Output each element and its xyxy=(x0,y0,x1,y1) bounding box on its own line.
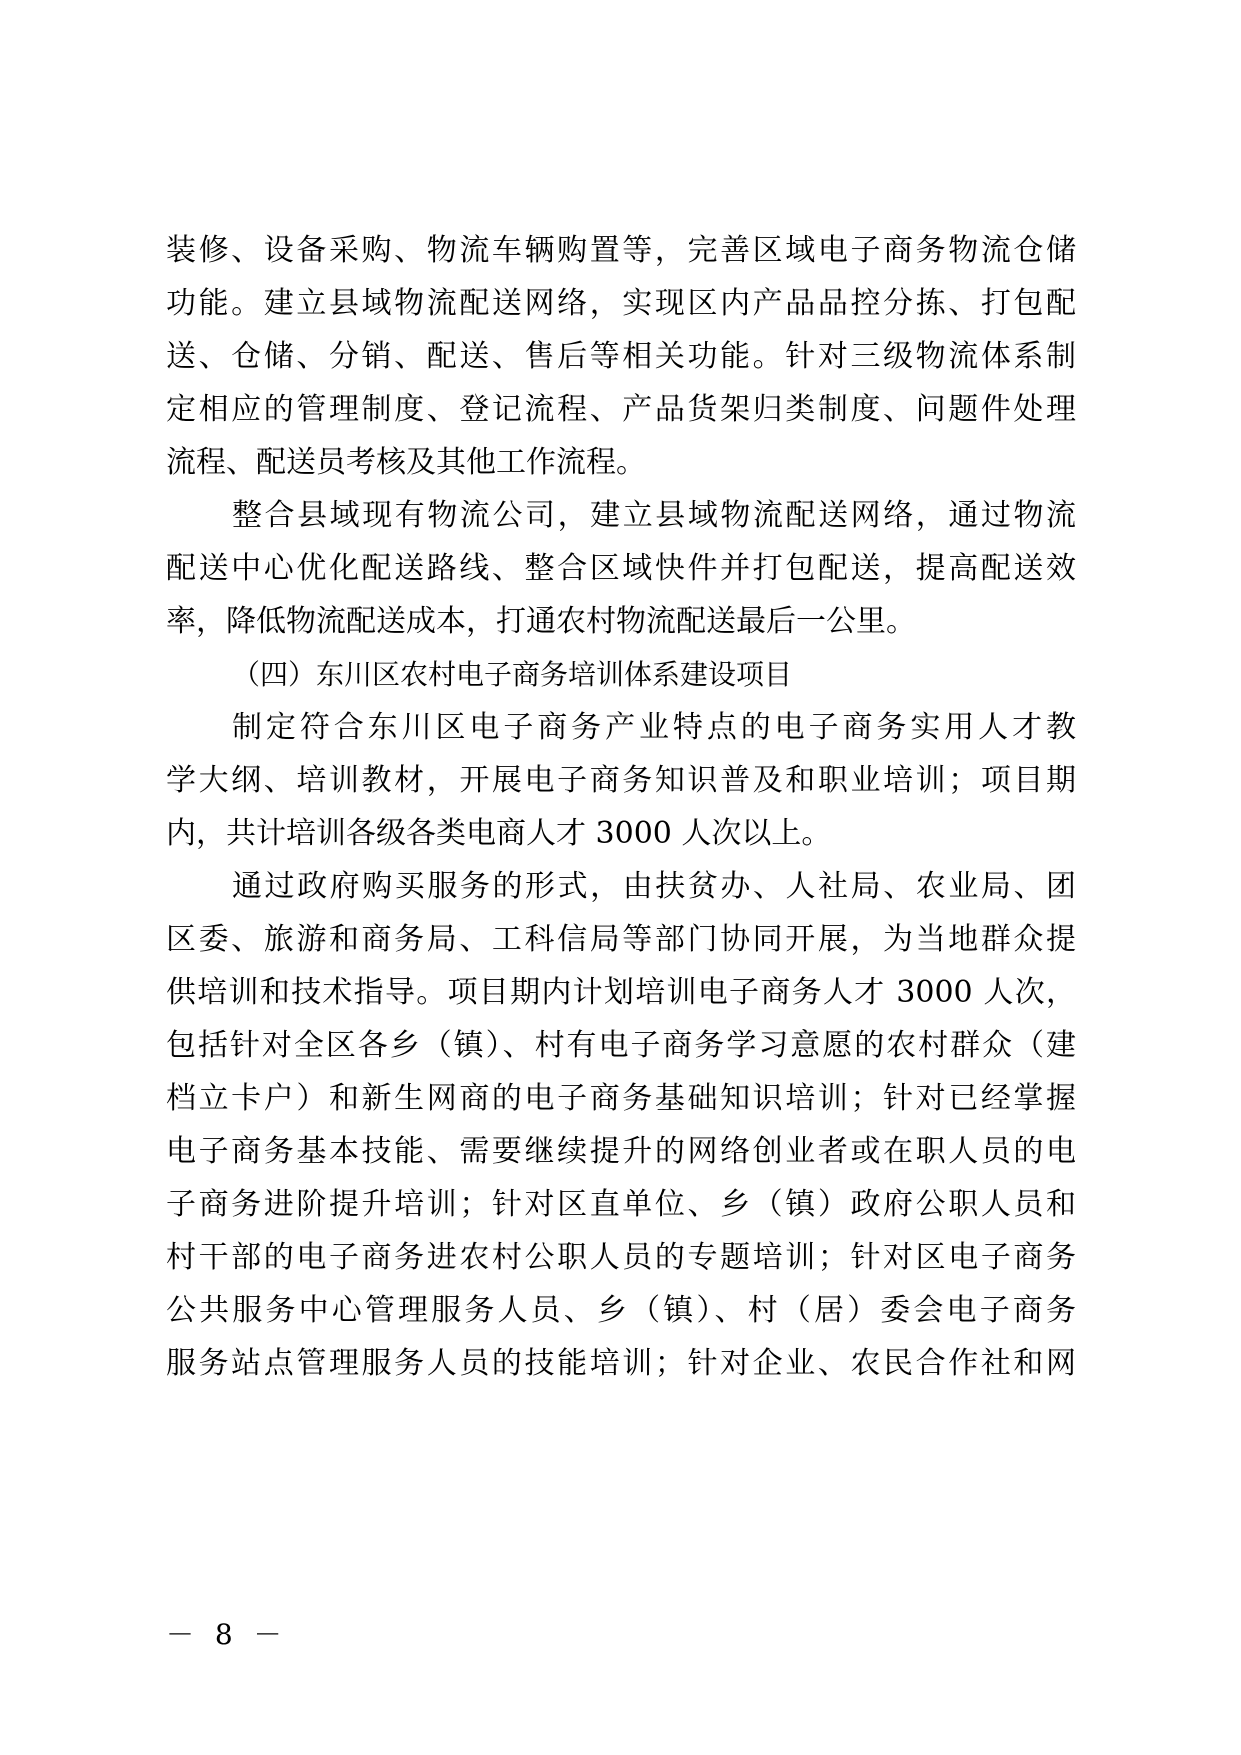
text-line: 供培训和技术指导。项目期内计划培训电子商务人才 3000 人次， xyxy=(166,975,1076,1010)
text-line: 村干部的电子商务进农村公职人员的专题培训；针对区电子商务 xyxy=(166,1240,1076,1275)
page-number: － 8 － xyxy=(166,1618,288,1651)
text-line: 服务站点管理服务人员的技能培训；针对企业、农民合作社和网 xyxy=(166,1346,1076,1381)
text-line: 流程、配送员考核及其他工作流程。 xyxy=(166,445,646,480)
text-line: 档立卡户）和新生网商的电子商务基础知识培训；针对已经掌握 xyxy=(166,1081,1076,1116)
text-line: 配送中心优化配送路线、整合区域快件并打包配送，提高配送效 xyxy=(166,551,1076,586)
section-heading: （四）东川区农村电子商务培训体系建设项目 xyxy=(232,658,793,691)
text-line: 通过政府购买服务的形式，由扶贫办、人社局、农业局、团 xyxy=(232,869,1076,904)
text-line: 区委、旅游和商务局、工科信局等部门协同开展，为当地群众提 xyxy=(166,922,1076,957)
text-line: 装修、设备采购、物流车辆购置等，完善区域电子商务物流仓储 xyxy=(166,233,1076,268)
text-line: 包括针对全区各乡（镇）、村有电子商务学习意愿的农村群众（建 xyxy=(166,1028,1076,1063)
text-line: 子商务进阶提升培训；针对区直单位、乡（镇）政府公职人员和 xyxy=(166,1187,1076,1222)
text-line: 内，共计培训各级各类电商人才 3000 人次以上。 xyxy=(166,816,832,851)
text-line: 率，降低物流配送成本，打通农村物流配送最后一公里。 xyxy=(166,604,916,639)
text-line: 定相应的管理制度、登记流程、产品货架归类制度、问题件处理 xyxy=(166,392,1076,427)
text-line: 公共服务中心管理服务人员、乡（镇）、村（居）委会电子商务 xyxy=(166,1293,1076,1328)
text-line: 功能。建立县域物流配送网络，实现区内产品品控分拣、打包配 xyxy=(166,286,1076,321)
text-line: 整合县域现有物流公司，建立县域物流配送网络，通过物流 xyxy=(232,498,1076,533)
text-line: 学大纲、培训教材，开展电子商务知识普及和职业培训；项目期 xyxy=(166,763,1076,798)
text-line: 电子商务基本技能、需要继续提升的网络创业者或在职人员的电 xyxy=(166,1134,1076,1169)
text-line: 送、仓储、分销、配送、售后等相关功能。针对三级物流体系制 xyxy=(166,339,1076,374)
text-line: 制定符合东川区电子商务产业特点的电子商务实用人才教 xyxy=(232,710,1076,745)
